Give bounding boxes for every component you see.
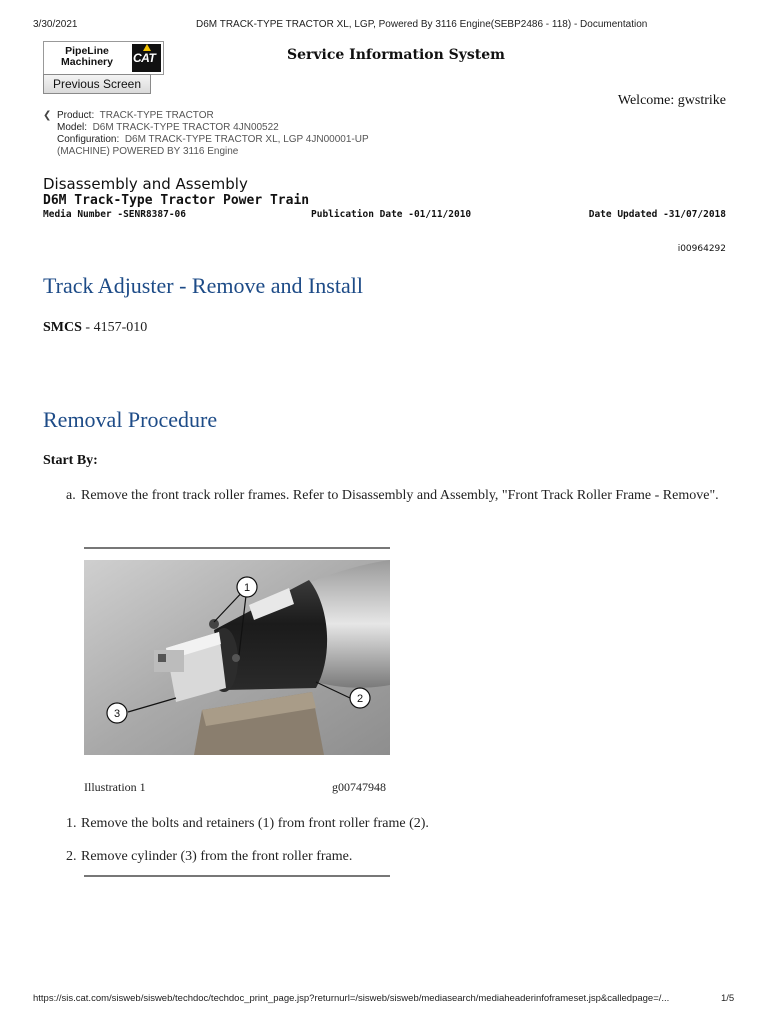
welcome-text: Welcome: gwstrike [617, 93, 726, 108]
callout-1-label: 1 [243, 582, 251, 594]
footer-url: https://sis.cat.com/sisweb/sisweb/techdoc/techdoc_print_page.jsp?returnurl=/sisweb/sisweb/mediasearch/mediaheaderinfoframeset.jsp&calledpage=/... [33, 993, 670, 1004]
step-2-text: Remove cylinder (3) from the front roller frame. [81, 849, 353, 864]
divider [84, 547, 390, 549]
illustration-label: Illustration 1 [84, 780, 146, 794]
print-date: 3/30/2021 [33, 19, 78, 30]
dealer-logo-text: PipeLine Machinery [61, 45, 113, 68]
removal-heading: Removal Procedure [43, 407, 218, 432]
date-updated: Date Updated -31/07/2018 [588, 209, 726, 220]
step-a-text: Remove the front track roller frames. Refer to Disassembly and Assembly, "Front Track Roller Frame - Remove". [81, 488, 719, 503]
callout-2 [350, 688, 370, 708]
manual-subtitle: D6M Track-Type Tractor Power Train [43, 193, 310, 208]
section-heading: Disassembly and Assembly [43, 175, 248, 193]
breadcrumb-product: Product: TRACK-TYPE TRACTOR [57, 110, 214, 121]
callout-1 [237, 577, 257, 597]
breadcrumb-model: Model: D6M TRACK-TYPE TRACTOR 4JN00522 [57, 122, 279, 133]
step-2-marker: 2. [66, 849, 77, 864]
publication-date: Publication Date -01/11/2010 [311, 209, 472, 220]
page-title: Track Adjuster - Remove and Install [43, 273, 363, 298]
previous-screen-button[interactable]: Previous Screen [43, 74, 151, 94]
print-title: D6M TRACK-TYPE TRACTOR XL, LGP, Powered By 3116 Engine(SEBP2486 - 118) - Documentation [196, 19, 648, 30]
illustration-photo [84, 560, 390, 755]
step-a-marker: a. [66, 488, 76, 503]
media-number: Media Number -SENR8387-06 [43, 209, 186, 220]
step-1-text: Remove the bolts and retainers (1) from front roller frame (2). [81, 816, 429, 831]
callout-2-label: 2 [356, 693, 364, 705]
chevron-left-icon[interactable]: ❮ [43, 110, 52, 121]
site-title: Service Information System [287, 47, 505, 63]
callout-3 [107, 703, 127, 723]
step-1-marker: 1. [66, 816, 77, 831]
breadcrumb-configuration: Configuration: D6M TRACK-TYPE TRACTOR XL, LGP 4JN00001-UP [57, 134, 369, 145]
document-id: i00964292 [677, 244, 726, 254]
cat-logo-icon: CAT [132, 44, 161, 72]
page-number: 1/5 [721, 993, 735, 1004]
callout-3-label: 3 [113, 708, 121, 720]
illustration-code: g00747948 [332, 780, 386, 794]
start-by-label: Start By: [43, 453, 98, 468]
breadcrumb-configuration-cont: (MACHINE) POWERED BY 3116 Engine [57, 146, 239, 157]
divider [84, 875, 390, 877]
smcs-code: SMCS - 4157-010 [43, 320, 148, 335]
